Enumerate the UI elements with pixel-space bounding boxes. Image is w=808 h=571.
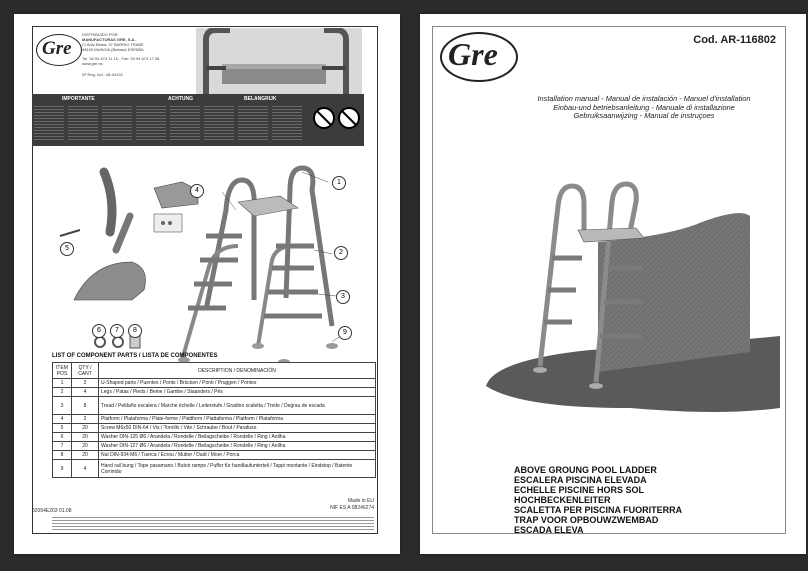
desc-cell: Tread / Peldaño escalera / Marche échelle / Leiterstufe / Gradino scaletta / Trede / Degrau de escada xyxy=(99,397,376,415)
pool-ladder-illustration xyxy=(480,172,790,412)
warning-text-col xyxy=(68,106,98,142)
exploded-view-diagram xyxy=(32,150,376,362)
qty-cell: 20 xyxy=(72,424,99,433)
desc-cell: Platform / Plataforma / Plate-forme / Plattform / Piattaforma / Platform / Plataforma xyxy=(99,415,376,424)
distributor-line: MANUFACTURAS GRE, S.A. xyxy=(82,37,136,42)
parts-table xyxy=(52,362,376,478)
no-diving-icon xyxy=(312,106,362,130)
callout-3: 3 xyxy=(336,290,350,304)
product-name: ESCADA ELEVA xyxy=(514,525,584,535)
table-row xyxy=(53,415,376,424)
warning-text-col xyxy=(204,106,234,142)
manual-title-line: Installation manual - Manual de instalación - Manuel d'installation xyxy=(537,94,751,103)
product-name: TRAP VOOR OPBOUWZWEMBAD xyxy=(514,515,659,525)
fine-print-line xyxy=(52,523,374,524)
distributor-line: DISTRIBUIDO POR: xyxy=(82,32,119,37)
item-cell: 7 xyxy=(53,442,72,451)
product-name: ESCALERA PISCINA ELEVADA xyxy=(514,475,647,485)
callout-4: 4 xyxy=(190,184,204,198)
item-cell: 1 xyxy=(53,379,72,388)
qty-cell: 20 xyxy=(72,451,99,460)
gre-logo-text: Gre xyxy=(42,38,72,59)
manual-title-line: Gebruiksaanwijzing - Manual de instruçoes xyxy=(573,111,715,121)
manual-cover-page xyxy=(420,14,806,554)
item-cell: 5 xyxy=(53,424,72,433)
qty-cell: 4 xyxy=(72,460,99,478)
desc-cell: Hand rail bung / Tope pasamano / Butoir rampe / Puffer für handlaufunterteil / Tappi montante / Eindstop / Batente Corrimão xyxy=(99,460,376,478)
warning-text-col xyxy=(136,106,166,142)
gre-logo-text: Gre xyxy=(448,36,498,72)
table-header-row xyxy=(53,363,376,379)
manual-title-line: Einbau-und betriebsanleitung - Manuale di installazione xyxy=(553,102,735,112)
qty-cell: 8 xyxy=(72,397,99,415)
warning-bar xyxy=(32,94,364,146)
distributor-line: www.gre.es xyxy=(82,61,103,66)
callout-7: 7 xyxy=(110,324,124,338)
warning-header: IMPORTANTE xyxy=(62,96,95,102)
table-row xyxy=(53,433,376,442)
qty-cell: 20 xyxy=(72,442,99,451)
distributor-block xyxy=(82,32,192,77)
item-header: ITEM POS xyxy=(53,363,72,379)
desc-header: DESCRIPTION / DENOMINACIÓN xyxy=(99,363,376,379)
fine-print-line xyxy=(52,529,374,530)
distributor-line: 48100 MUNGIA (Bizkaia) ESPAÑA xyxy=(82,47,144,52)
table-row xyxy=(53,442,376,451)
warning-header: BELANGRIJK xyxy=(244,96,277,102)
item-cell: 6 xyxy=(53,433,72,442)
callout-9: 9 xyxy=(338,326,352,340)
callout-6: 6 xyxy=(92,324,106,338)
nif-label: NIF ES A 08246274 xyxy=(330,505,374,511)
manual-left-page xyxy=(14,14,400,554)
product-names xyxy=(514,465,682,535)
qty-header: QTY / CANT xyxy=(72,363,99,379)
product-name: ABOVE GROUNG POOL LADDER xyxy=(514,465,657,475)
warning-text-col xyxy=(170,106,200,142)
item-cell: 3 xyxy=(53,397,72,415)
product-code: Cod. AR-116802 xyxy=(693,34,776,46)
code-reference: 32054E203 01.08 xyxy=(32,508,72,514)
callout-1: 1 xyxy=(332,176,346,190)
qty-cell: 2 xyxy=(72,379,99,388)
product-name: HOCHBECKENLEITER xyxy=(514,495,611,505)
desc-cell: U-Shaped parts / Puentes / Ponts / Brücken / Ponti / Pruggen / Pontes xyxy=(99,379,376,388)
warning-text-col xyxy=(238,106,268,142)
item-cell: 4 xyxy=(53,415,72,424)
warning-text-col xyxy=(102,106,132,142)
callout-8: 8 xyxy=(128,324,142,338)
table-row xyxy=(53,397,376,415)
desc-cell: Washer DIN-127 Ø6 / Arandela / Rondelle / Beilagscheibe / Rondelle / Ring / Anilha xyxy=(99,442,376,451)
warning-header: ACHTUNG xyxy=(168,96,193,102)
warning-text-col xyxy=(272,106,302,142)
table-row xyxy=(53,379,376,388)
warning-text-col xyxy=(34,106,64,142)
table-row xyxy=(53,388,376,397)
desc-cell: Washer DIN-125 Ø6 / Arandela / Rondelle / Beilagscheibe / Rondelle / Ring / Anilha xyxy=(99,433,376,442)
table-row xyxy=(53,424,376,433)
table-row xyxy=(53,460,376,478)
item-cell: 2 xyxy=(53,388,72,397)
callout-2: 2 xyxy=(334,246,348,260)
product-name: SCALETTA PER PISCINA FUORITERRA xyxy=(514,505,683,515)
ladder-top-photo-icon xyxy=(196,28,362,94)
parts-list-title: LIST OF COMPONENT PARTS / LISTA DE COMPONENTES xyxy=(52,353,218,359)
item-cell: 8 xyxy=(53,451,72,460)
qty-cell: 4 xyxy=(72,388,99,397)
fine-print-line xyxy=(52,517,374,518)
distributor-line: Tel. 34 94 674 11 16 - Fax: 34 94 674 17 08 xyxy=(82,56,160,61)
made-in-label: Made in EU xyxy=(347,498,374,504)
product-name: ECHELLE PISCINE HORS SOL xyxy=(514,485,645,495)
distributor-line: Nº Reg. Ind.: 48-04192 xyxy=(82,72,123,77)
callout-5: 5 xyxy=(60,242,74,256)
desc-cell: Legs / Patas / Pieds / Beine / Gambe / Staanders / Pés xyxy=(99,388,376,397)
distributor-line: C/ Aritz Bidea, 57 BARRIO TRABE xyxy=(82,42,144,47)
table-row xyxy=(53,451,376,460)
desc-cell: Nut DIN-934 M6 / Tuerca / Ecrou / Mutter / Dadi / Moer / Porca xyxy=(99,451,376,460)
fine-print-line xyxy=(52,520,374,521)
qty-cell: 20 xyxy=(72,433,99,442)
item-cell: 9 xyxy=(53,460,72,478)
desc-cell: Screw M6x50 DIN-64 / Vis / Tornillo / Vite / Schraube / Bout / Parafuso xyxy=(99,424,376,433)
fine-print-line xyxy=(52,526,374,527)
product-photo xyxy=(196,28,362,94)
manual-titles xyxy=(514,95,774,121)
qty-cell: 2 xyxy=(72,415,99,424)
